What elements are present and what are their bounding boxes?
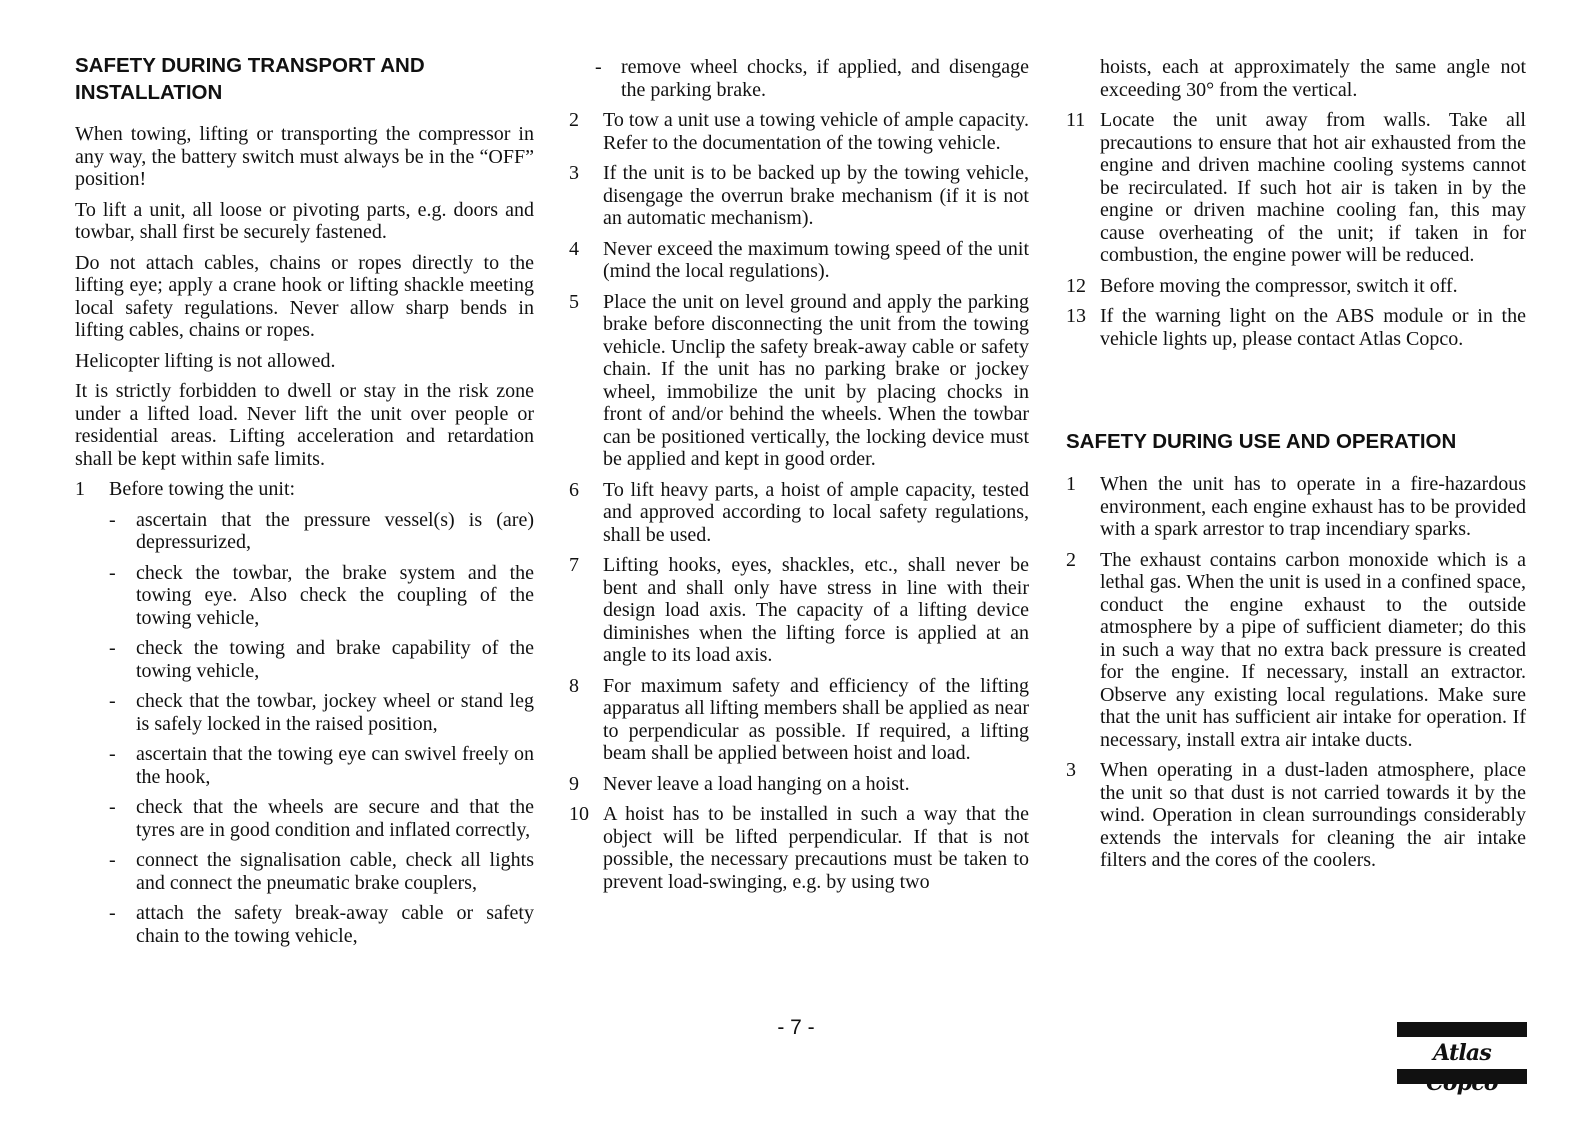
paragraph: When towing, lifting or transporting the compressor in any way, the battery switch must always be in the “OFF” position! <box>75 123 534 190</box>
item-text: Lifting hooks, eyes, shackles, etc., shall never be bent and shall only have stress in line with their design load axis. The capacity of a lifting device diminishes when the lifting force is applied at an angle to its load axis. <box>603 554 1029 666</box>
item-text: hoists, each at approximately the same angle not exceeding 30° from the vertical. <box>1100 56 1526 101</box>
column-left <box>75 52 534 955</box>
item-number: 8 <box>569 674 579 697</box>
item-number: 3 <box>1066 759 1076 781</box>
list-item <box>1066 549 1526 752</box>
sub-list-item <box>569 56 1029 101</box>
list-item-continuation <box>1066 56 1526 101</box>
list-item <box>569 773 1029 796</box>
item-number: 13 <box>1066 305 1086 327</box>
column-middle <box>569 56 1029 901</box>
item-number: 1 <box>1066 473 1076 495</box>
list-item <box>1066 275 1526 298</box>
item-text: When the unit has to operate in a fire-hazardous environment, each engine exhaust has to be provided with a spark arrestor to trap incendiary sparks. <box>1100 473 1526 540</box>
paragraph: Do not attach cables, chains or ropes directly to the lifting eye; apply a crane hook or lifting shackle meeting local safety regulations. Never allow sharp bends in lifting cables, chains or ropes. <box>75 251 534 341</box>
section-heading-transport: SAFETY DURING TRANSPORT AND INSTALLATION <box>75 54 425 104</box>
item-text: Place the unit on level ground and apply the parking brake before disconnecting the unit from the towing vehicle. Unclip the safety break-away cable or safety chain. If the unit has no parking brake or jockey wheel, immobilize the unit by placing chocks in front of and/or behind the wheels. When the towbar can be positioned vertically, the locking device must be applied and kept in good order. <box>603 290 1029 470</box>
paragraph: To lift a unit, all loose or pivoting parts, e.g. doors and towbar, shall first be securely fastened. <box>75 198 534 243</box>
logo-bar-bottom <box>1397 1069 1527 1084</box>
item-number: 10 <box>569 803 589 825</box>
list-item <box>569 109 1029 154</box>
item-number: 11 <box>1066 109 1086 131</box>
logo-wordmark: Atlas <box>1433 1040 1491 1066</box>
list-item <box>1066 109 1526 267</box>
item-text: Never exceed the maximum towing speed of the unit (mind the local regulations). <box>603 237 1029 282</box>
list-item <box>75 478 534 501</box>
sub-item-text: check the towbar, the brake system and the towing eye. Also check the coupling of the towing vehicle, <box>136 561 534 629</box>
atlas-copco-logo <box>1397 1022 1527 1084</box>
column-right <box>1066 56 1526 880</box>
item-text: Locate the unit away from walls. Take all precautions to ensure that hot air exhausted from the engine and driven machine cooling systems cannot be recirculated. If such hot air is taken in by the engine or driven machine cooling fan, this may cause overheating of the unit; if taken in for combustion, the engine power will be reduced. <box>1100 109 1526 266</box>
sub-list-item <box>75 509 534 554</box>
page-number: - 7 - <box>777 1016 815 1039</box>
list-item <box>569 291 1029 471</box>
sub-item-text: remove wheel chocks, if applied, and disengage the parking brake. <box>621 56 1029 101</box>
sub-item-text: ascertain that the pressure vessel(s) is (are) depressurized, <box>136 508 534 553</box>
section-heading-operation: SAFETY DURING USE AND OPERATION <box>1066 430 1457 453</box>
sub-list-item <box>75 849 534 894</box>
item-number: 2 <box>1066 548 1076 571</box>
list-item <box>569 675 1029 765</box>
item-number: 12 <box>1066 274 1086 297</box>
item-text: Never leave a load hanging on a hoist. <box>603 772 910 795</box>
sub-item-text: ascertain that the towing eye can swivel freely on the hook, <box>136 743 534 788</box>
sub-item-text: attach the safety break-away cable or safety chain to the towing vehicle, <box>136 902 534 947</box>
sub-item-text: connect the signalisation cable, check all lights and connect the pneumatic brake couplers, <box>136 849 534 894</box>
sub-item-text: check that the towbar, jockey wheel or stand leg is safely locked in the raised position, <box>136 690 534 735</box>
dash-marker: - <box>109 796 116 818</box>
sub-item-text: check the towing and brake capability of the towing vehicle, <box>136 637 534 682</box>
dash-marker: - <box>595 56 602 78</box>
paragraph: Helicopter lifting is not allowed. <box>75 349 336 372</box>
item-number: 6 <box>569 478 579 501</box>
item-text: For maximum safety and efficiency of the lifting apparatus all lifting members shall be applied as near to perpendicular as possible. If required, a lifting beam shall be applied between hoist and load. <box>603 674 1029 764</box>
sub-item-text: check that the wheels are secure and that the tyres are in good condition and inflated correctly, <box>136 796 534 841</box>
dash-marker: - <box>109 561 116 584</box>
item-text: If the unit is to be backed up by the towing vehicle, disengage the overrun brake mechanism (if it is not an automatic mechanism). <box>603 162 1029 229</box>
list-item <box>569 162 1029 230</box>
list-item <box>569 238 1029 283</box>
item-text: Before towing the unit: <box>109 478 296 500</box>
item-text: The exhaust contains carbon monoxide which is a lethal gas. When the unit is used in a confined space, conduct the engine exhaust to the outside atmosphere by a pipe of sufficient diameter; do this in such a way that no extra back pressure is created for the engine. If necessary, install an extractor. Observe any existing local regulations. Make sure that the unit has sufficient air intake for operation. If necessary, install extra air intake ducts. <box>1100 548 1526 751</box>
item-text: A hoist has to be installed in such a way that the object will be lifted perpendicular. If that is not possible, the necessary precautions must be taken to prevent load-swinging, e.g. by using two <box>603 803 1029 893</box>
item-number: 3 <box>569 162 579 184</box>
list-item <box>569 479 1029 547</box>
sub-list-item <box>75 902 534 947</box>
item-text: Before moving the compressor, switch it off. <box>1100 274 1458 297</box>
item-number: 5 <box>569 290 579 313</box>
sub-list-item <box>75 562 534 630</box>
sub-list-item <box>75 690 534 735</box>
list-item <box>1066 473 1526 541</box>
dash-marker: - <box>109 902 116 924</box>
item-number: 2 <box>569 109 579 131</box>
list-item <box>1066 305 1526 350</box>
sub-list-item <box>75 743 534 788</box>
item-text: To lift heavy parts, a hoist of ample capacity, tested and approved according to local safety regulations, shall be used. <box>603 478 1029 546</box>
item-text: To tow a unit use a towing vehicle of ample capacity. Refer to the documentation of the towing vehicle. <box>603 109 1029 154</box>
dash-marker: - <box>109 743 116 765</box>
item-number: 1 <box>75 478 85 500</box>
list-item <box>569 803 1029 893</box>
dash-marker: - <box>109 849 116 871</box>
item-number: 4 <box>569 237 579 260</box>
item-text: When operating in a dust-laden atmosphere, place the unit so that dust is not carried towards it by the wind. Operation in clean surroundings considerably extends the intervals for cleaning the air intake filters and the cores of the coolers. <box>1100 759 1526 871</box>
sub-list-item <box>75 796 534 841</box>
logo-bar-top <box>1397 1022 1527 1037</box>
item-number: 7 <box>569 554 579 576</box>
dash-marker: - <box>109 508 116 531</box>
item-number: 9 <box>569 772 579 795</box>
paragraph: It is strictly forbidden to dwell or stay in the risk zone under a lifted load. Never lift the unit over people or residential areas. Lifting acceleration and retardation shall be kept within safe limits. <box>75 380 534 470</box>
list-item <box>569 554 1029 667</box>
sub-list-item <box>75 637 534 682</box>
dash-marker: - <box>109 637 116 659</box>
list-item <box>1066 759 1526 872</box>
dash-marker: - <box>109 690 116 712</box>
item-text: If the warning light on the ABS module or in the vehicle lights up, please contact Atlas Copco. <box>1100 305 1526 350</box>
